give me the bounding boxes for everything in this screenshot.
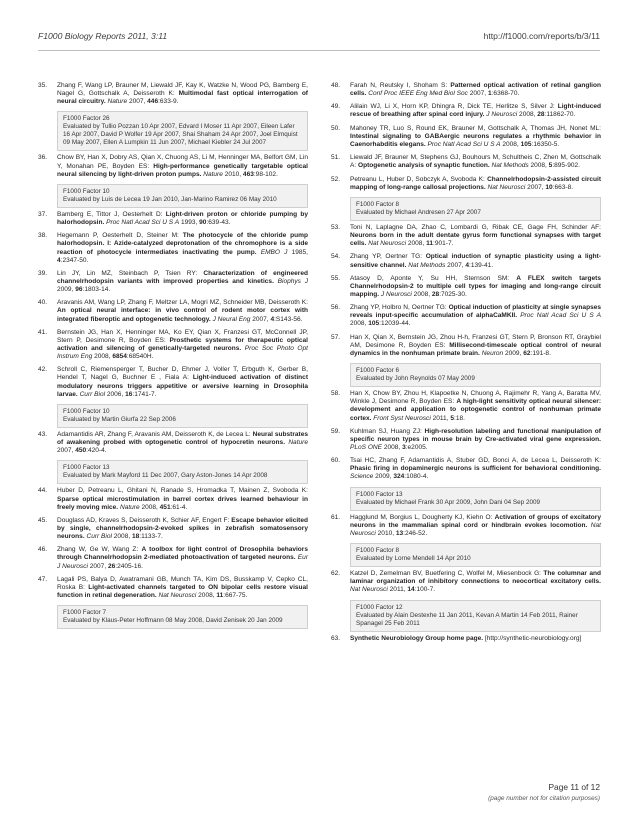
f1000-factor-score: F1000 Factor 13: [63, 464, 110, 472]
reference-item: [38, 431, 308, 455]
f1000-factor-box: [350, 487, 601, 511]
reference-volume: 13: [395, 529, 404, 537]
reference-item: [331, 125, 601, 149]
reference-journal: Front Syst Neurosci: [371, 414, 431, 422]
reference-year: 2010,: [375, 529, 396, 537]
reference-year: 2008,: [196, 592, 217, 599]
f1000-evaluators: Evaluated by Michael Frank 30 Apr 2009, John Dani 04 Sep 2009: [356, 498, 541, 506]
reference-item: [38, 487, 308, 511]
f1000-factor-score: F1000 Factor 8: [356, 547, 400, 555]
reference-authors: Chow BY, Han X, Dobry AS, Qian X, Chuong AS, Li M, Henninger MA, Belfort GM, Lin Y, Monahan PE, Boyden ES:: [57, 154, 308, 170]
reference-pages: :139-41.: [469, 261, 494, 269]
reference-volume: 26: [107, 562, 116, 570]
reference-number: 39.: [38, 269, 48, 277]
reference-number: 41.: [38, 328, 48, 336]
reference-item: [38, 576, 308, 600]
reference-number: 46.: [38, 546, 48, 554]
reference-item: [38, 517, 308, 541]
f1000-evaluators: Evaluated by Klaus-Peter Hoffmann 08 May 2008, David Zenisek 20 Jan 2009: [63, 617, 283, 625]
reference-pages: :633-9.: [158, 98, 179, 106]
reference-number: 52.: [331, 175, 341, 183]
reference-pages: :895-902.: [552, 162, 580, 170]
reference-text: [350, 82, 601, 98]
reference-number: 38.: [38, 232, 48, 240]
reference-volume: 5: [548, 162, 553, 170]
reference-pages: :S143-56.: [274, 315, 303, 323]
reference-authors: Douglass AD, Kraves S, Deisseroth K, Schier AF, Engert F:: [57, 516, 232, 524]
reference-journal: Nature: [285, 439, 308, 447]
reference-authors: Kuhlman SJ, Huang ZJ:: [350, 427, 425, 435]
reference-volume: 11: [216, 592, 224, 599]
reference-title: Light-driven proton or chloride pumping by halorhodopsin.: [57, 210, 309, 227]
reference-title: Activation of groups of excitatory neurons in the mammalian spinal cord or hindbrain evokes locomotion.: [350, 513, 601, 529]
reference-item: [331, 428, 601, 452]
reference-authors: Hegemann P, Oesterhelt D, Steiner M:: [57, 232, 183, 240]
reference-journal: Proc Natl Acad Sci U S A: [425, 140, 501, 148]
reference-authors: Toni N, Laplagne DA, Zhao C, Lombardi G, Ribak CE, Gage FH, Schinder AF:: [350, 223, 601, 231]
reference-item: [331, 275, 601, 299]
reference-authors: Aravanis AM, Wang LP, Zhang F, Meltzer LA, Mogri MZ, Schneider MB, Deisseroth K:: [57, 299, 308, 307]
reference-pages: :61-4.: [170, 503, 188, 511]
reference-journal: EMBO J: [256, 248, 288, 256]
reference-volume: 5: [450, 414, 454, 422]
reference-year: 2008,: [111, 533, 132, 541]
reference-journal: J Neurosci: [379, 291, 412, 298]
reference-pages: :2347-50.: [60, 256, 89, 264]
reference-title: Optical induction of plasticity at single synapses reveals input-specific accumulation of alphaCaMKII.: [350, 304, 601, 320]
reference-title: Light-activated channels targeted to ON bipolar cells restore visual function in retinal degeneration.: [57, 583, 308, 599]
reference-pages: :191-8.: [530, 349, 551, 357]
reference-text: [57, 431, 308, 455]
reference-item: [38, 82, 308, 106]
reference-item: [331, 176, 601, 192]
reference-year: [http://synthetic-neurobiology.org]: [483, 634, 582, 642]
reference-text: [57, 299, 308, 323]
reference-number: 57.: [331, 333, 341, 341]
reference-journal: Nat Methods: [489, 162, 529, 170]
reference-year: 2008,: [517, 111, 538, 119]
reference-year: 2008,: [382, 443, 403, 451]
f1000-factor-score: F1000 Factor 12: [356, 603, 403, 611]
reference-year: 2007,: [127, 98, 148, 106]
reference-authors: Katzel D, Zemelman BV, Buetfering C, Wolfel M, Miesenbock G:: [350, 570, 544, 578]
reference-title: Escape behavior elicited by single, channelrhodopsin-2-evoked spikes in zebrafish somatosensory neurons.: [57, 516, 309, 541]
reference-pages: :e2005.: [405, 443, 428, 451]
reference-journal: Proc Natl Acad Sci U S A: [517, 312, 601, 320]
reference-title: Patterned optical activation of retinal ganglion cells.: [350, 82, 601, 98]
f1000-factor-box: [350, 363, 601, 387]
reference-journal: Curr Biol: [84, 533, 112, 541]
reference-journal: Nature: [105, 98, 128, 106]
reference-text: [57, 211, 308, 227]
f1000-evaluators: Evaluated by Martin Giurfa 22 Sep 2006: [63, 415, 176, 423]
f1000-evaluators: Evaluated by John Reynolds 07 May 2009: [356, 375, 475, 383]
reference-item: [331, 570, 601, 594]
f1000-factor-box: [57, 111, 308, 151]
reference-pages: :11862-70.: [544, 111, 576, 119]
reference-authors: Lin JY, Lin MZ, Steinbach P, Tsien RY:: [57, 269, 204, 277]
reference-journal: Eur J Neurosci: [57, 554, 308, 570]
reference-volume: 28: [431, 291, 440, 298]
reference-item: [38, 366, 308, 398]
reference-authors: Lagali PS, Balya D, Awatramani GB, Munch TA, Kim DS, Busskamp V, Cepko CL, Roska B:: [57, 575, 308, 591]
reference-title: Optical induction of synaptic plasticity using a light-sensitive channel.: [350, 253, 601, 269]
reference-year: 2008,: [500, 140, 521, 148]
reference-title: Light-induced activation of distinct modulatory neurons triggers appetitive or aversive learning in Drosophila larvae.: [57, 374, 308, 398]
f1000-factor-box: [350, 197, 601, 221]
reference-pages: :98-102.: [253, 170, 278, 178]
reference-number: 49.: [331, 103, 341, 111]
reference-number: 43.: [38, 430, 48, 438]
reference-volume: 96: [75, 286, 83, 294]
reference-journal: Nat Neurosci: [485, 183, 526, 191]
reference-volume: 90: [199, 219, 207, 227]
reference-number: 50.: [331, 124, 341, 132]
reference-pages: :68540H.: [126, 353, 154, 361]
reference-authors: Alilain WJ, Li X, Horn KP, Dhingra R, Dick TE, Herlitze S, Silver J:: [350, 103, 558, 111]
reference-volume: 1: [487, 90, 492, 98]
reference-year: 1985,: [287, 248, 308, 256]
f1000-evaluators: Evaluated by Michael Andresen 27 Apr 2007: [356, 208, 481, 216]
reference-authors: Zhang YP, Holbro N, Oertner TG:: [350, 304, 449, 312]
reference-journal: Nat Neurosci: [366, 240, 407, 248]
page-number: Page 11 of 12: [548, 782, 600, 792]
reference-text: [57, 576, 308, 600]
reference-title: The photocycle of the chloride pump halorhodopsin. I: Azide-catalyzed deprotonation of the chromophore is a side reaction of photocycle intermediates inactivating the pump.: [57, 232, 308, 256]
reference-year: 2010,: [222, 170, 243, 178]
reference-year: 2008,: [406, 240, 427, 248]
reference-title: Millisecond-timescale optical control of neural dynamics in the nonhuman primate brain.: [350, 341, 602, 357]
reference-title: The columnar and laminar organization of inhibitory connections to neocortical excitatory cells.: [350, 570, 601, 586]
reference-volume: 62: [523, 349, 531, 357]
reference-journal: Nat Neurosci: [350, 586, 388, 594]
reference-item: [38, 546, 308, 570]
reference-pages: :420-4.: [86, 447, 107, 455]
reference-text: [350, 154, 601, 170]
f1000-factor-score: F1000 Factor 10: [63, 187, 110, 195]
citation-note: (page number not for citation purposes): [488, 795, 600, 802]
reference-title: Characterization of engineered channelrhodopsin variants with improved properties and kinetics.: [57, 269, 308, 285]
reference-volume: 4: [465, 261, 470, 269]
reference-authors: Han X, Chow BY, Zhou H, Klapoetke N, Chuong A, Rajimehr R, Yang A, Baratta MV, Winkle J, Desimone R, Boyden ES:: [350, 390, 601, 406]
reference-pages: :901-7.: [433, 240, 454, 248]
reference-volume: 105: [520, 140, 532, 148]
reference-text: [57, 517, 308, 541]
reference-year: 2007,: [445, 261, 466, 269]
reference-item: [38, 299, 308, 323]
reference-text: [350, 103, 601, 119]
reference-journal: Nat Neurosci: [350, 521, 601, 537]
reference-text: [350, 390, 601, 422]
reference-item: [331, 457, 601, 481]
reference-item: [331, 635, 601, 643]
reference-item: [331, 103, 601, 119]
reference-pages: :246-52.: [403, 529, 428, 537]
f1000-factor-score: F1000 Factor 13: [356, 490, 403, 498]
reference-text: [57, 154, 308, 178]
reference-number: 44.: [38, 487, 48, 495]
reference-number: 45.: [38, 516, 48, 524]
reference-number: 48.: [331, 82, 341, 89]
reference-item: [38, 211, 308, 227]
reference-number: 61.: [331, 513, 341, 521]
reference-title: Prosthetic systems for therapeutic optical activation and silencing of genetically-targeted neurons.: [57, 336, 308, 352]
reference-title: Channelrhodopsin-2-assisted circuit mapping of long-range callosal projections.: [350, 175, 601, 191]
reference-text: [350, 275, 601, 299]
reference-text: [57, 366, 308, 398]
reference-journal: PLoS ONE: [350, 443, 383, 451]
reference-pages: :1803-14.: [82, 286, 111, 294]
reference-item: [38, 154, 308, 178]
reference-volume: 6854: [112, 353, 127, 361]
reference-text: [350, 176, 601, 192]
f1000-factor-box: [57, 404, 308, 428]
reference-volume: 4: [57, 256, 61, 264]
reference-title: Synthetic Neurobiology Group home page.: [350, 634, 484, 642]
reference-journal: Nature: [201, 170, 223, 178]
reference-journal: Neuron: [479, 349, 504, 357]
reference-authors: Zhang F, Wang LP, Brauner M, Liewald JF, Kay K, Watzke N, Wood PG, Bamberg E, Nagel G, Gottschalk A, Deisseroth K:: [57, 82, 308, 98]
reference-pages: :18.: [454, 414, 465, 422]
reference-year: 2009,: [503, 349, 524, 357]
reference-pages: :663-8.: [552, 183, 574, 191]
reference-text: [350, 635, 601, 643]
reference-number: 37.: [38, 210, 48, 218]
reference-volume: 446: [147, 98, 159, 106]
reference-year: 2009,: [57, 286, 76, 294]
reference-pages: :1080-4.: [404, 473, 429, 481]
reference-pages: :12039-44.: [379, 320, 411, 328]
reference-year: 2008,: [350, 320, 369, 328]
f1000-factor-box: [57, 184, 308, 208]
reference-item: [331, 82, 601, 98]
f1000-evaluators: Evaluated by Tullio Pozzan 10 Apr 2007, Edvard I Moser 11 Apr 2007, Eileen Lafer 16 Apr 2007, David P Wolfer 19 Apr 2007, Shai Shaham 24 Apr 2007, Joel Elmquist 09 May 2007, Ellen A Lumpkin 11 Jun 2007, Michael Kiebler 24 Jul 2007: [63, 123, 298, 147]
reference-volume: 4: [270, 315, 275, 323]
reference-text: [57, 487, 308, 511]
reference-volume: 450: [75, 447, 87, 455]
reference-text: [350, 224, 601, 248]
reference-title: A high-light sensitivity optical neural silencer: development and application to optogenetic control of nonhuman primate cortex.: [350, 398, 601, 422]
f1000-factor-score: F1000 Factor 6: [356, 367, 400, 375]
reference-volume: 11: [426, 240, 434, 248]
reference-year: 2007,: [525, 183, 546, 191]
reference-item: [38, 232, 308, 264]
reference-year: 1993,: [179, 219, 200, 227]
f1000-factor-box: [57, 460, 308, 484]
reference-title: High-performance genetically targetable optical neural silencing by light-driven proton pumps.: [57, 162, 308, 178]
reference-item: [331, 253, 601, 269]
reference-item: [331, 304, 601, 328]
reference-volume: 28: [537, 111, 545, 119]
reference-pages: :667-75.: [223, 592, 248, 599]
reference-item: [331, 334, 601, 358]
reference-authors: Huber D, Petreanu L, Ghitani N, Ranade S, Hromadka T, Mainen Z, Svoboda K:: [57, 487, 308, 495]
reference-authors: Schroll C, Riemensperger T, Bucher D, Ehmer J, Voller T, Erbguth K, Gerber B, Hendel T, Nagel G, Buchner E , Fiala A:: [57, 366, 308, 382]
f1000-factor-score: F1000 Factor 7: [63, 609, 107, 617]
reference-journal: Nat Methods: [406, 261, 446, 269]
article-url[interactable]: http://f1000.com/reports/b/3/11: [483, 31, 600, 41]
reference-authors: Hagglund M, Borgius L, Dougherty KJ, Kiehn O:: [350, 513, 495, 521]
reference-text: [350, 514, 601, 538]
reference-text: [57, 546, 308, 570]
reference-pages: :1741-7.: [132, 390, 157, 398]
reference-authors: Zhang W, Ge W, Wang Z:: [57, 546, 142, 554]
reference-pages: :2405-16.: [115, 562, 143, 570]
reference-pages: :7025-30.: [439, 291, 467, 298]
reference-authors: Adamantidis AR, Zhang F, Aravanis AM, Deisseroth K, de Lecea L:: [57, 430, 253, 438]
reference-pages: :639-43.: [206, 219, 231, 227]
reference-title: An optical neural interface: in vivo control of rodent motor cortex with integrated fiberoptic and optogenetic technology.: [57, 307, 308, 323]
reference-number: 60.: [331, 457, 341, 465]
references-right-column: [331, 82, 601, 648]
f1000-factor-box: [57, 605, 308, 629]
reference-volume: 10: [545, 183, 553, 191]
page-footer: [488, 782, 600, 802]
reference-title: A toolbox for light control of Drosophila behaviors through Channelrhodopsin 2-mediated photoactivation of targeted neurons.: [57, 546, 308, 562]
reference-title: Intestinal signaling to GABAergic neurons regulates a rhythmic behavior in Caenorhabditis elegans.: [350, 132, 601, 148]
reference-year: 2011,: [387, 586, 408, 594]
reference-text: [350, 253, 601, 269]
reference-volume: 18: [131, 533, 140, 541]
reference-title: Phasic firing in dopaminergic neurons is sufficient for behavioral conditioning.: [350, 465, 601, 473]
reference-authors: Atasoy D, Aponte Y, Su HH, Sternson SM:: [350, 274, 517, 282]
reference-title: High-resolution labeling and functional manipulation of specific neuron types in mouse brain by Cre-activated viral gene expression.: [350, 427, 601, 443]
reference-title: Optogenetic analysis of synaptic function.: [358, 162, 490, 170]
reference-volume: 3: [402, 443, 406, 451]
reference-volume: 105: [368, 320, 380, 328]
reference-title: Light-induced rescue of breathing after spinal cord injury.: [350, 103, 601, 119]
reference-text: [350, 457, 601, 481]
reference-journal: J Neurosci: [484, 111, 518, 119]
reference-authors: Bamberg E, Tittor J, Oesterhelt D:: [57, 210, 166, 218]
reference-number: 56.: [331, 304, 341, 312]
reference-pages: :100-7.: [414, 586, 436, 594]
reference-authors: Petreanu L, Huber D, Sobczyk A, Svoboda K:: [350, 175, 488, 183]
reference-journal: Biophys J: [273, 277, 308, 285]
reference-text: [57, 232, 308, 264]
reference-journal: Nat Neurosci: [156, 592, 197, 599]
reference-number: 40.: [38, 299, 48, 307]
f1000-factor-box: [350, 600, 601, 632]
journal-citation: F1000 Biology Reports 2011, 3:11: [38, 31, 168, 41]
reference-title: Neural substrates of awakening probed with optogenetic control of hypocretin neurons.: [57, 430, 308, 447]
reference-journal: J Neural Eng: [210, 315, 251, 323]
reference-authors: Mahoney TR, Luo S, Round EK, Brauner M, Gottschalk A, Thomas JH, Nonet ML:: [350, 124, 601, 132]
f1000-evaluators: Evaluated by Alain Destexhe 11 Jan 2011, Kevan A Martin 14 Feb 2011, Rainer Spanagel 25 Feb 2011: [356, 611, 578, 627]
reference-pages: :16350-5.: [531, 140, 560, 148]
reference-authors: Farah N, Reutsky I, Shoham S:: [350, 82, 451, 89]
reference-number: 54.: [331, 253, 341, 261]
reference-item: [331, 514, 601, 538]
reference-text: [57, 329, 308, 361]
reference-authors: Bernstein JG, Han X, Henninger MA, Ko EY, Qian X, Franzesi GT, McConnell JP, Stern P, Desimone R, Boyden ES:: [57, 328, 308, 344]
reference-journal: Conf Proc IEEE Eng Med Biol Soc: [366, 90, 468, 98]
reference-item: [38, 270, 308, 294]
reference-item: [331, 390, 601, 422]
reference-text: [350, 428, 601, 452]
reference-year: 2007,: [250, 315, 271, 323]
reference-journal: Science: [350, 473, 374, 481]
reference-number: 36.: [38, 154, 48, 162]
reference-volume: 463: [242, 170, 254, 178]
reference-year: 2008,: [528, 162, 549, 170]
reference-number: 47.: [38, 575, 48, 583]
reference-year: 2009,: [373, 473, 394, 481]
reference-number: 55.: [331, 274, 341, 282]
reference-journal: Nature: [118, 503, 140, 511]
reference-item: [331, 154, 601, 170]
reference-year: 2008,: [92, 353, 113, 361]
reference-year: 2007,: [87, 562, 108, 570]
reference-title: Neurons born in the adult dentate gyrus form functional synapses with target cells.: [350, 232, 601, 248]
reference-volume: 16: [125, 390, 133, 398]
reference-item: [38, 329, 308, 361]
references-left-column: [38, 82, 308, 632]
f1000-factor-score: F1000 Factor 8: [356, 200, 400, 208]
reference-number: 53.: [331, 223, 341, 231]
reference-title: A FLEX switch targets Channelrhodopsin-2 to multiple cell types for imaging and long-range circuit mapping.: [350, 274, 601, 298]
reference-title: Multimodal fast optical interrogation of neural circuitry.: [57, 90, 308, 106]
reference-year: 2011,: [430, 414, 451, 422]
reference-pages: :6368-70.: [491, 90, 520, 98]
reference-journal: Proc Soc Photo Opt Instrum Eng: [57, 345, 308, 361]
reference-pages: :1133-7.: [139, 533, 163, 541]
page-header: [38, 31, 600, 51]
reference-number: 58.: [331, 390, 341, 398]
f1000-factor-score: F1000 Factor 26: [63, 115, 110, 123]
f1000-factor-box: [350, 543, 601, 567]
reference-number: 35.: [38, 82, 48, 89]
reference-text: [57, 82, 308, 106]
reference-number: 42.: [38, 366, 48, 374]
reference-year: 2008,: [139, 503, 160, 511]
f1000-evaluators: Evaluated by Luis de Lecea 19 Jan 2010, Jan-Marino Ramirez 06 May 2010: [63, 195, 277, 203]
reference-volume: 451: [159, 503, 171, 511]
reference-text: [350, 570, 601, 594]
f1000-factor-score: F1000 Factor 10: [63, 407, 110, 415]
reference-item: [331, 224, 601, 248]
reference-number: 59.: [331, 427, 341, 435]
reference-volume: 14: [407, 586, 415, 594]
reference-text: [57, 270, 308, 294]
reference-number: 63.: [331, 634, 341, 642]
reference-title: Sparse optical microstimulation in barrel cortex drives learned behaviour in freely moving mice.: [57, 495, 308, 511]
reference-number: 62.: [331, 570, 341, 578]
reference-journal: Curr Biol: [77, 390, 106, 398]
reference-year: 2008,: [411, 291, 432, 298]
reference-authors: Tsai HC, Zhang F, Adamantidis A, Stuber GD, Bonci A, de Lecea L, Deisseroth K:: [350, 457, 601, 465]
f1000-evaluators: Evaluated by Lorne Mendell 14 Apr 2010: [356, 555, 471, 563]
reference-authors: Liewald JF, Brauner M, Stephens GJ, Bouhours M, Schultheis C, Zhen M, Gottschalk A:: [350, 154, 601, 170]
reference-year: 2006,: [105, 390, 126, 398]
header-divider: [38, 50, 600, 51]
reference-volume: 324: [393, 473, 405, 481]
f1000-evaluators: Evaluated by Mark Mayford 11 Dec 2007, Gary Aston-Jones 14 Apr 2008: [63, 472, 268, 480]
reference-number: 51.: [331, 154, 341, 162]
reference-authors: Han X, Qian X, Bernstein JG, Zhou H-h, Franzesi GT, Stern P, Bronson RT, Graybiel AM, Desimone R, Boyden ES:: [350, 333, 601, 349]
reference-text: [350, 125, 601, 149]
reference-year: 2007,: [467, 90, 488, 98]
reference-authors: Zhang YP, Oertner TG:: [350, 253, 426, 261]
reference-text: [350, 334, 601, 358]
reference-journal: Proc Natl Acad Sci U S A: [104, 219, 180, 227]
reference-text: [350, 304, 601, 328]
reference-year: 2007,: [57, 447, 76, 455]
